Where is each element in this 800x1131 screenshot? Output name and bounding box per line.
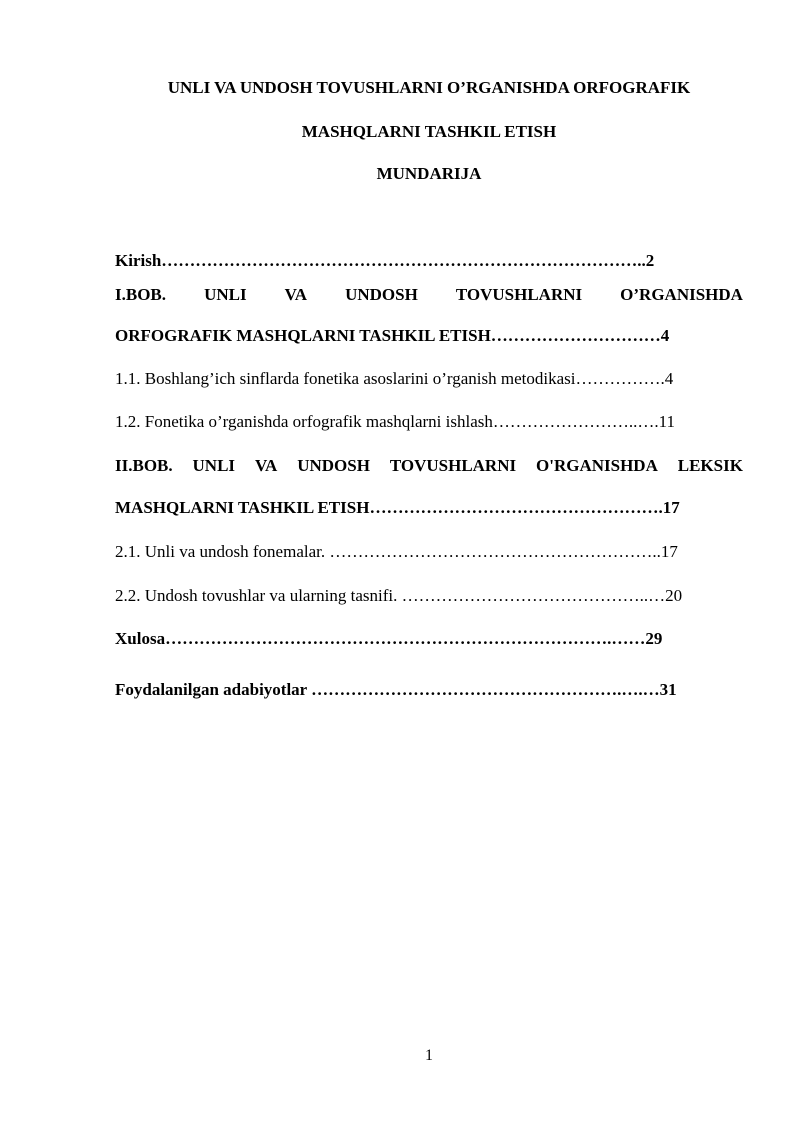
toc-entry-adabiyotlar: Foydalanilgan adabiyotlar ……………………………………………….….…31 (115, 680, 677, 699)
toc-chapter-2-line-2: MASHQLARNI TASHKIL ETISH…………………………………………….17 (115, 498, 680, 517)
toc-section-1-1: 1.1. Boshlang’ich sinflarda fonetika asoslarini o’rganish metodikasi…………….4 (115, 369, 674, 388)
toc-chapter-1-line-2: ORFOGRAFIK MASHQLARNI TASHKIL ETISH…………………………4 (115, 326, 670, 345)
toc-chapter-1-word: TOVUSHLARNI (455, 285, 583, 304)
toc-section-1-2: 1.2. Fonetika o’rganishda orfografik mashqlarni ishlash……………………..….11 (115, 412, 675, 431)
toc-chapter-1-line-1 (115, 285, 743, 305)
toc-chapter-2-word: O'RGANISHDA (536, 456, 658, 475)
toc-chapter-1-word: VA (284, 285, 308, 304)
toc-chapter-1-word: UNLI (204, 285, 247, 304)
toc-chapter-2-word: LEKSIK (677, 456, 743, 475)
toc-chapter-2-word: UNDOSH (297, 456, 370, 475)
toc-chapter-2-word: II.BOB. (115, 456, 173, 475)
contents-heading: MUNDARIJA (376, 164, 482, 183)
toc-chapter-1-word: UNDOSH (345, 285, 418, 304)
toc-chapter-1-word: I.BOB. (115, 285, 167, 304)
toc-entry-xulosa: Xulosa…………………………………………………………………….……29 (115, 629, 663, 648)
page-number: 1 (425, 1047, 433, 1064)
document-title-line-2: MASHQLARNI TASHKIL ETISH (301, 122, 557, 141)
toc-section-2-1: 2.1. Unli va undosh fonemalar. …………………………………………………..17 (115, 542, 678, 561)
toc-section-2-2: 2.2. Undosh tovushlar va ularning tasnifi. ……………………………………..…20 (115, 586, 683, 605)
toc-chapter-2-word: TOVUSHLARNI (389, 456, 517, 475)
toc-chapter-2-word: VA (254, 456, 278, 475)
toc-chapter-2-line-1 (115, 456, 743, 476)
toc-chapter-2-word: UNLI (192, 456, 236, 475)
toc-chapter-1-word: O’RGANISHDA (620, 285, 743, 304)
document-title-line-1: UNLI VA UNDOSH TOVUSHLARNI O’RGANISHDA ORFOGRAFIK (167, 78, 691, 97)
toc-entry-kirish: Kirish…………………………………………………………………………..2 (115, 251, 655, 270)
